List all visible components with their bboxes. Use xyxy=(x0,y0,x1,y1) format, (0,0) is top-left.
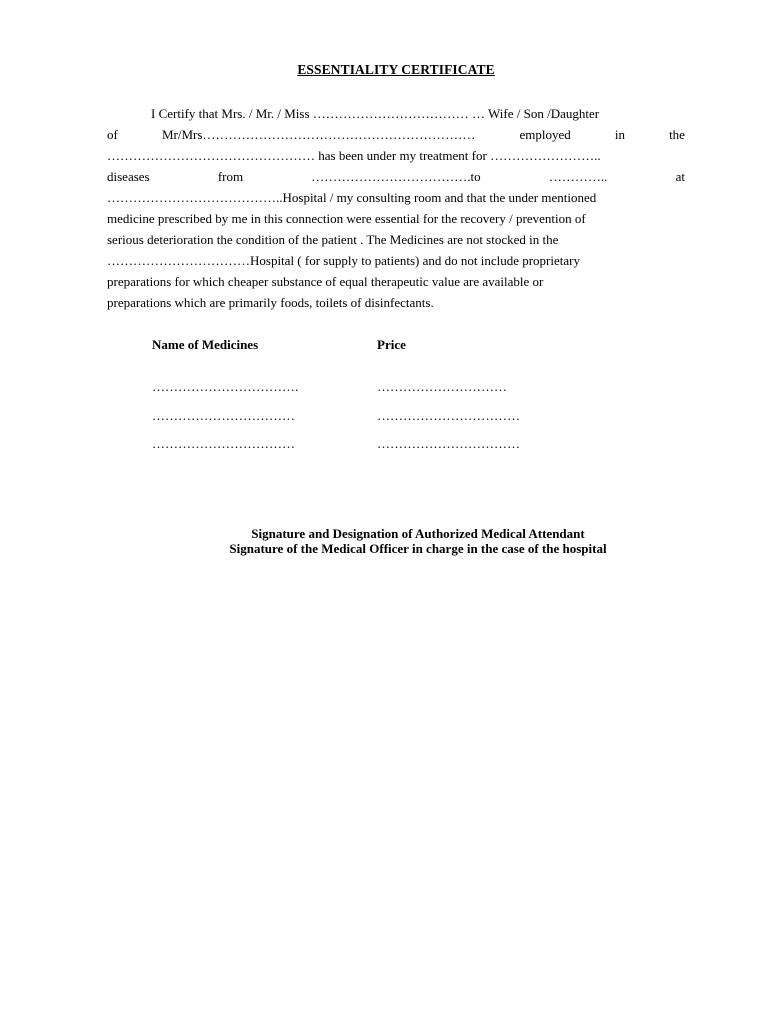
body-text: Mr/Mrs……………………………………………………… xyxy=(161,127,476,142)
body-text: in xyxy=(614,127,625,142)
medicine-price-blank-3: …………………………… xyxy=(377,436,520,451)
medicine-name-blank-2: …………………………… xyxy=(152,408,295,423)
body-text: ………….. xyxy=(548,169,608,184)
body-text: from xyxy=(217,169,244,184)
body-text: preparations which are primarily foods, toilets of disinfectants. xyxy=(107,295,434,310)
body-text: serious deterioration the condition of the patient . The Medicines are not stocked in the xyxy=(107,232,559,247)
signature-officer-line: Signature of the Medical Officer in charge in the case of the hospital xyxy=(229,541,607,556)
body-text: ……………………………Hospital ( for supply to patients) and do not include proprietary xyxy=(107,253,580,268)
body-text: I Certify that Mrs. / Mr. / Miss ……………………………… … Wife / Son /Daughter xyxy=(151,106,600,121)
body-text: preparations for which cheaper substance of equal therapeutic value are available or xyxy=(107,274,544,289)
body-text: the xyxy=(669,127,685,142)
body-line-4 xyxy=(107,169,685,185)
body-line-9 xyxy=(107,274,685,290)
medicine-name-header: Name of Medicines xyxy=(152,337,259,352)
medicine-price-blank-1: ………………………… xyxy=(377,379,507,394)
body-line-5 xyxy=(107,190,685,206)
body-line-6 xyxy=(107,211,685,227)
body-line-10 xyxy=(107,295,685,311)
body-text: …………………………………..Hospital / my consulting room and that the under mentioned xyxy=(107,190,597,205)
certificate-title: ESSENTIALITY CERTIFICATE xyxy=(297,62,495,77)
body-line-7 xyxy=(107,232,685,248)
signature-attendant-line: Signature and Designation of Authorized Medical Attendant xyxy=(251,526,585,541)
body-text: ………………………………………… has been under my treatment for …………………….. xyxy=(107,148,601,163)
medicine-price-header: Price xyxy=(377,337,406,352)
body-text: employed xyxy=(519,127,571,142)
body-text: medicine prescribed by me in this connection were essential for the recovery / prevention of xyxy=(107,211,586,226)
body-text: of xyxy=(107,127,118,142)
body-line-2 xyxy=(107,127,685,143)
body-line-8 xyxy=(107,253,685,269)
body-text: diseases xyxy=(107,169,150,184)
body-line-3 xyxy=(107,148,685,164)
body-text: at xyxy=(675,169,685,184)
medicine-price-blank-2: …………………………… xyxy=(377,408,520,423)
medicine-name-blank-3: …………………………… xyxy=(152,436,295,451)
body-line-1 xyxy=(151,106,685,122)
medicine-name-blank-1: ……………………………. xyxy=(152,379,299,394)
body-text: ……………………………….to xyxy=(311,169,481,184)
